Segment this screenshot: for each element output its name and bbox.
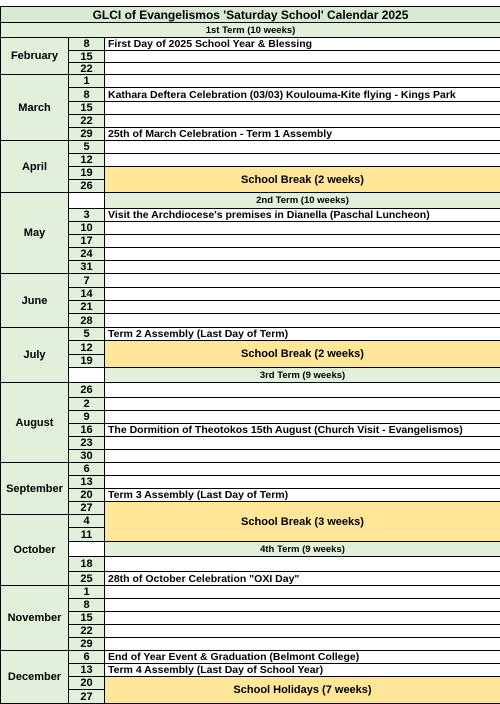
day-cell: 14: [68, 287, 105, 301]
calendar-title: GLCI of Evangelismos 'Saturday School' Calendar 2025: [0, 6, 500, 23]
month-label: February: [0, 37, 69, 75]
event-cell-empty: [104, 624, 500, 638]
day-cell: 24: [68, 247, 105, 261]
day-cell: 15: [68, 50, 105, 63]
event-cell-empty: [104, 556, 500, 572]
day-cell: 5: [68, 140, 105, 154]
school-break: School Break (3 weeks): [104, 501, 500, 542]
day-cell: 4: [68, 514, 105, 528]
day-cell: 3: [68, 208, 105, 222]
event-cell-empty: [104, 221, 500, 235]
month-label: April: [0, 140, 69, 193]
event-cell-empty: [104, 247, 500, 261]
day-cell: 18: [68, 556, 105, 572]
term-header: 4th Term (9 weeks): [104, 541, 500, 557]
month-label: December: [0, 650, 69, 704]
day-cell: 16: [68, 423, 105, 437]
month-label: October: [0, 514, 69, 586]
event-cell: Term 4 Assembly (Last Day of School Year): [104, 663, 500, 677]
day-cell: 22: [68, 624, 105, 638]
day-cell: 25: [68, 571, 105, 586]
month-label: July: [0, 327, 69, 383]
day-cell: 6: [68, 462, 105, 476]
day-cell: 29: [68, 127, 105, 141]
event-cell-empty: [104, 585, 500, 599]
day-cell: 8: [68, 598, 105, 612]
day-cell: 8: [68, 87, 105, 102]
day-cell: 31: [68, 260, 105, 274]
day-cell: 20: [68, 676, 105, 690]
day-cell: 8: [68, 37, 105, 51]
event-cell-empty: [104, 382, 500, 398]
event-cell-empty: [104, 611, 500, 625]
term-header: 2nd Term (10 weeks): [104, 192, 500, 209]
day-cell: 26: [68, 382, 105, 398]
school-break: School Break (2 weeks): [104, 166, 500, 193]
day-cell: 29: [68, 637, 105, 651]
event-cell-empty: [104, 637, 500, 651]
month-label: May: [0, 192, 69, 274]
day-cell: 15: [68, 611, 105, 625]
day-cell: 22: [68, 62, 105, 75]
day-cell: 27: [68, 689, 105, 704]
day-cell: 7: [68, 273, 105, 288]
school-holidays: School Holidays (7 weeks): [104, 676, 500, 704]
term-header: 3rd Term (9 weeks): [104, 367, 500, 383]
event-cell: 25th of March Celebration - Term 1 Assembly: [104, 127, 500, 141]
day-cell: 13: [68, 475, 105, 489]
month-label: August: [0, 382, 69, 463]
day-cell: 27: [68, 501, 105, 515]
day-cell: 26: [68, 179, 105, 193]
event-cell: Visit the Archdiocese's premises in Dianella (Paschal Luncheon): [104, 208, 500, 222]
event-cell: Term 2 Assembly (Last Day of Term): [104, 327, 500, 341]
day-cell: 12: [68, 153, 105, 167]
day-cell: 28: [68, 313, 105, 328]
event-cell: First Day of 2025 School Year & Blessing: [104, 37, 500, 51]
day-cell: 22: [68, 114, 105, 128]
day-cell: 19: [68, 166, 105, 180]
month-label: March: [0, 74, 69, 141]
event-cell-empty: [104, 410, 500, 424]
event-cell-empty: [104, 101, 500, 115]
day-cell: 19: [68, 354, 105, 368]
day-cell-empty: [68, 192, 105, 209]
day-cell: 30: [68, 449, 105, 463]
day-cell: 10: [68, 221, 105, 235]
event-cell: 28th of October Celebration "OXI Day": [104, 571, 500, 586]
day-cell: 20: [68, 488, 105, 502]
day-cell: 17: [68, 234, 105, 248]
event-cell-empty: [104, 300, 500, 314]
event-cell-empty: [104, 260, 500, 274]
event-cell-empty: [104, 140, 500, 154]
event-cell-empty: [104, 287, 500, 301]
day-cell: 1: [68, 585, 105, 599]
event-cell: Term 3 Assembly (Last Day of Term): [104, 488, 500, 502]
day-cell: 5: [68, 327, 105, 341]
month-label: June: [0, 273, 69, 328]
term-header: 1st Term (10 weeks): [0, 22, 500, 38]
event-cell-empty: [104, 273, 500, 288]
day-cell-empty: [68, 541, 105, 557]
day-cell: 23: [68, 436, 105, 450]
day-cell: 12: [68, 340, 105, 355]
day-cell: 11: [68, 527, 105, 542]
event-cell-empty: [104, 397, 500, 411]
event-cell-empty: [104, 598, 500, 612]
event-cell: The Dormition of Theotokos 15th August (Church Visit - Evangelismos): [104, 423, 500, 437]
day-cell: 13: [68, 663, 105, 677]
event-cell-empty: [104, 436, 500, 450]
event-cell-empty: [104, 475, 500, 489]
day-cell: 2: [68, 397, 105, 411]
event-cell-empty: [104, 449, 500, 463]
day-cell: 21: [68, 300, 105, 314]
day-cell: 9: [68, 410, 105, 424]
event-cell-empty: [104, 462, 500, 476]
day-cell: 1: [68, 74, 105, 88]
day-cell: 6: [68, 650, 105, 664]
event-cell: Kathara Deftera Celebration (03/03) Koulouma-Kite flying - Kings Park: [104, 87, 500, 102]
event-cell-empty: [104, 74, 500, 88]
event-cell-empty: [104, 234, 500, 248]
event-cell-empty: [104, 313, 500, 328]
day-cell: 15: [68, 101, 105, 115]
day-cell-empty: [68, 367, 105, 383]
event-cell-empty: [104, 114, 500, 128]
event-cell-empty: [104, 153, 500, 167]
month-label: November: [0, 585, 69, 651]
month-label: September: [0, 462, 69, 515]
school-break: School Break (2 weeks): [104, 340, 500, 368]
event-cell: End of Year Event & Graduation (Belmont College): [104, 650, 500, 664]
